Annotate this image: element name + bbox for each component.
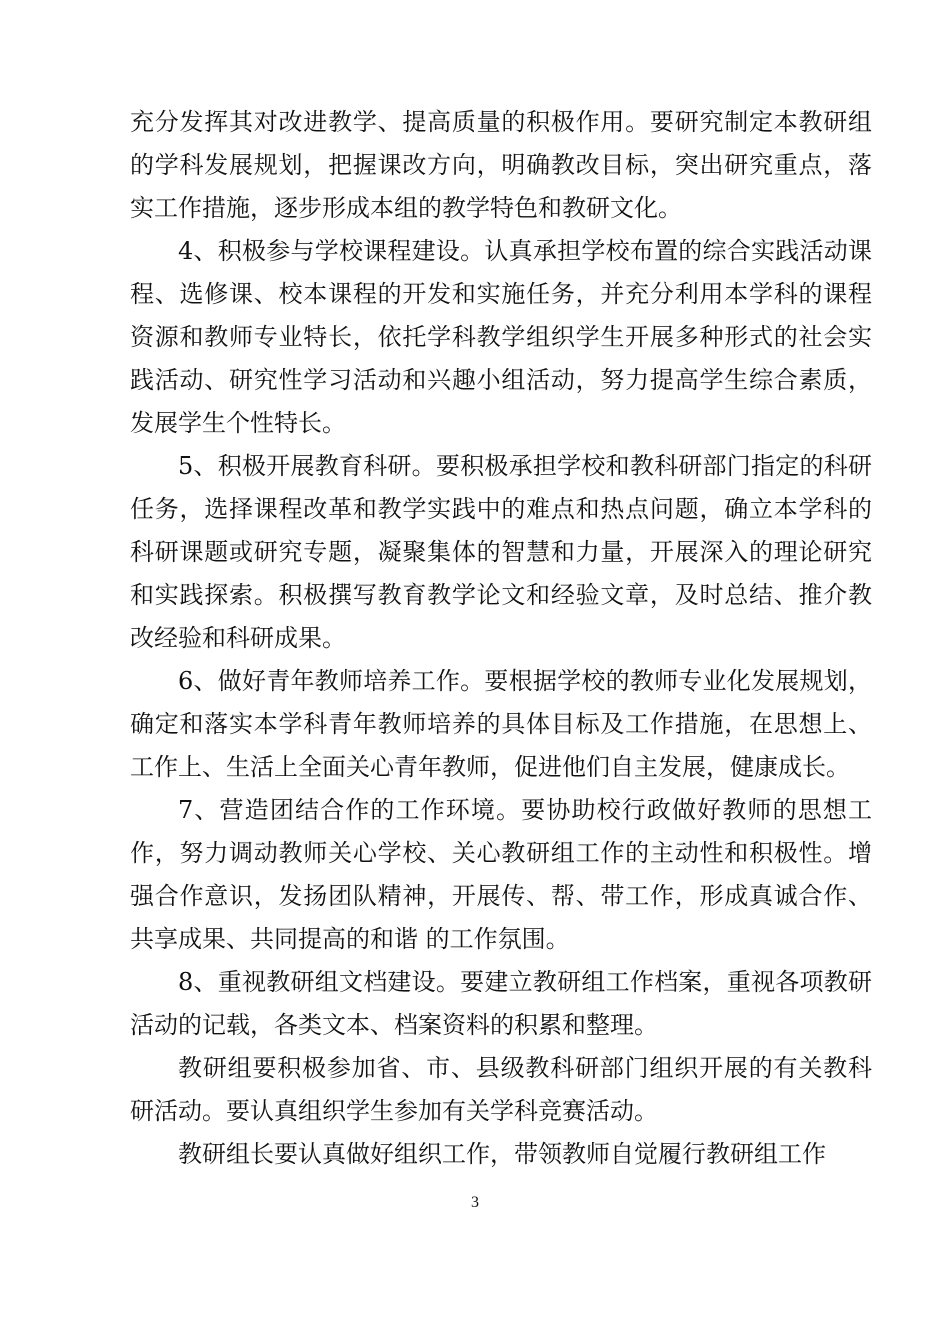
paragraph-item-8: 8、重视教研组文档建设。要建立教研组工作档案，重视各项教研活动的记载，各类文本、档案资料的积累和整理。 <box>130 968 872 1039</box>
paragraph-item-5: 5、积极开展教育科研。要积极承担学校和教科研部门指定的科研任务，选择课程改革和教学实践中的难点和热点问题，确立本学科的科研课题或研究专题，凝聚集体的智慧和力量，开展深入的理论研究和实践探索。积极撰写教育教学论文和经验文章，及时总结、推介教改经验和科研成果。 <box>130 452 872 652</box>
paragraph-leader: 教研组长要认真做好组织工作，带领教师自觉履行教研组工作 <box>178 1140 826 1168</box>
paragraph-item-7: 7、营造团结合作的工作环境。要协助校行政做好教师的思想工作，努力调动教师关心学校、关心教研组工作的主动性和积极性。增强合作意识，发扬团队精神，开展传、帮、带工作，形成真诚合作、共享成果、共同提高的和谐 的工作氛围。 <box>130 796 872 953</box>
paragraph-activities: 教研组要积极参加省、市、县级教科研部门组织开展的有关教科研活动。要认真组织学生参加有关学科竞赛活动。 <box>130 1054 872 1125</box>
page-number: 3 <box>471 1194 479 1211</box>
body-text <box>130 101 872 1176</box>
paragraph-item-4: 4、积极参与学校课程建设。认真承担学校布置的综合实践活动课程、选修课、校本课程的开发和实施任务，并充分利用本学科的课程资源和教师专业特长，依托学科教学组织学生开展多种形式的社会实践活动、研究性学习活动和兴趣小组活动，努力提高学生综合素质，发展学生个性特长。 <box>130 237 872 437</box>
paragraph-item-6: 6、做好青年教师培养工作。要根据学校的教师专业化发展规划，确定和落实本学科青年教师培养的具体目标及工作措施，在思想上、工作上、生活上全面关心青年教师，促进他们自主发展，健康成长。 <box>130 667 872 781</box>
paragraph-continued: 充分发挥其对改进教学、提高质量的积极作用。要研究制定本教研组的学科发展规划，把握课改方向，明确教改目标，突出研究重点，落实工作措施，逐步形成本组的教学特色和教研文化。 <box>130 108 872 222</box>
